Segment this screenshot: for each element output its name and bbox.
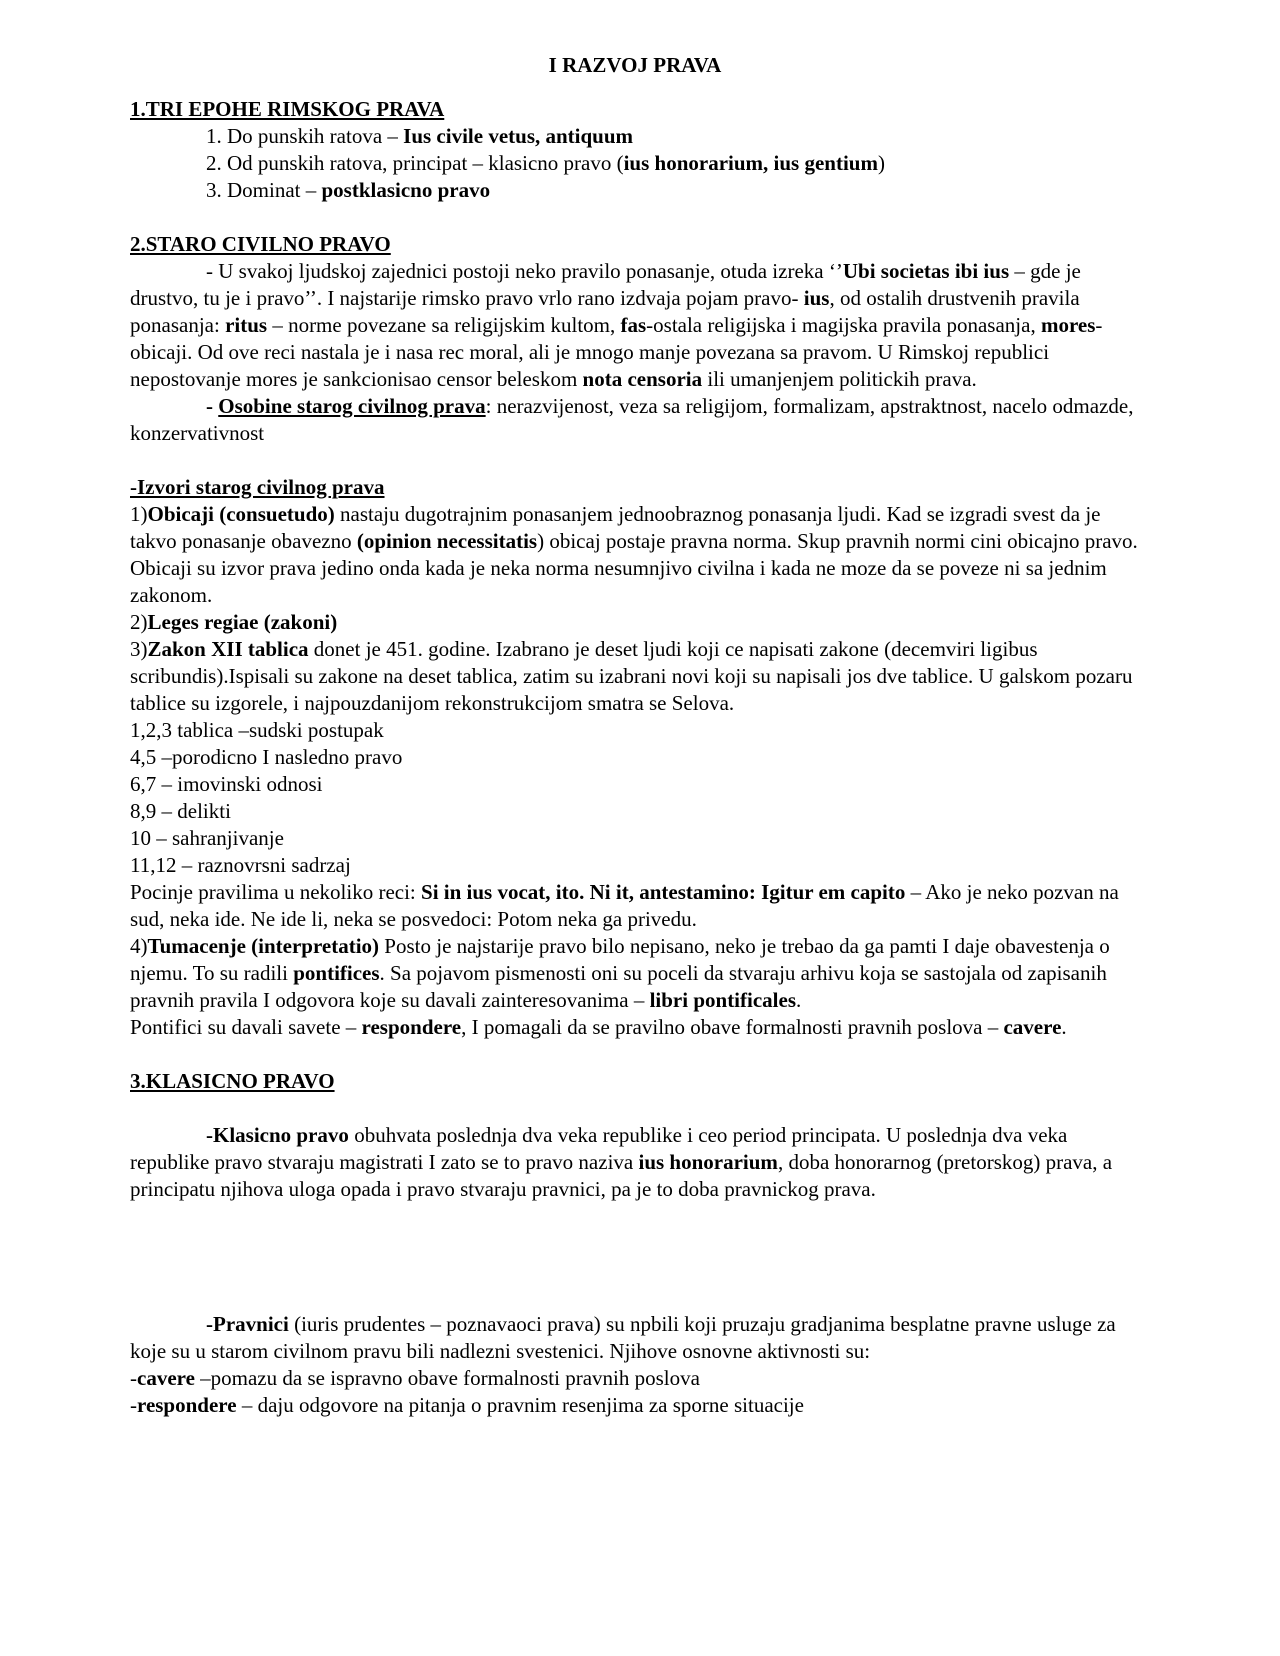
list-item: 11,12 – raznovrsni sadrzaj [130,853,351,877]
list-item: 1,2,3 tablica –sudski postupak [130,718,384,742]
paragraph: 3)Zakon XII tablica donet je 451. godine. Izabrano je deset ljudi koji ce napisati zakone (decemviri ligibus scribundis).Ispisali su zakone na deset tablica, zatim su izabrani novi koji su napisali jos dve tablice. U galskom pozaru tablice su izgorele, i najpouzdanijom rekonstrukcijom smatra se Selova. [130,637,1133,715]
list-item: 8,9 – delikti [130,799,231,823]
list-item: 4,5 –porodicno I nasledno pravo [130,745,403,769]
paragraph: 2)Leges regiae (zakoni) [130,610,338,634]
document-body [130,52,1140,1419]
list-item: 2. Od punskih ratova, principat – klasicno pravo (ius honorarium, ius gentium) [206,151,885,175]
paragraph: -Klasicno pravo obuhvata poslednja dva veka republike i ceo period principata. U poslednja dva veka republike pravo stvaraju magistrati I zato se to pravo naziva ius honorarium, doba honorarnog (pretorskog) prava, a principatu njihova uloga opada i pravo stvaraju pravnici, pa je to doba pravnickog prava. [130,1123,1113,1201]
list-item: 10 – sahranjivanje [130,826,284,850]
list-item: 6,7 – imovinski odnosi [130,772,323,796]
paragraph: Pontifici su davali savete – respondere, I pomagali da se pravilno obave formalnosti pravnih poslova – cavere. [130,1015,1067,1039]
list-item: 3. Dominat – postklasicno pravo [206,178,491,202]
paragraph: - U svakoj ljudskoj zajednici postoji neko pravilo ponasanje, otuda izreka ‘’Ubi societas ibi ius – gde je drustvo, tu je i pravo’’. I najstarije rimsko pravo vrlo rano izdvaja pojam pravo- ius, od ostalih drustvenih pravila ponasanja: ritus – norme povezane sa religijskim kultom, fas-ostala religijska i magijska pravila ponasanja, mores-obicaji. Od ove reci nastala je i nasa rec moral, ali je mnogo manje povezana sa pravom. U Rimskoj republici nepostovanje mores je sankcionisao censor beleskom nota censoria ili umanjenjem politickih prava. [130,259,1103,391]
paragraph: Pocinje pravilima u nekoliko reci: Si in ius vocat, ito. Ni it, antestamino: Igitur em capito – Ako je neko pozvan na sud, neka ide. Ne ide li, neka se posvedoci: Potom neka ga privedu. [130,880,1119,931]
list-item: -cavere –pomazu da se ispravno obave formalnosti pravnih poslova [130,1366,700,1390]
paragraph: - Osobine starog civilnog prava: nerazvijenost, veza sa religijom, formalizam, apstraktnost, nacelo odmazde, konzervativnost [130,394,1134,445]
list-item: 1. Do punskih ratova – Ius civile vetus, antiquum [206,124,634,148]
section-heading-klasicno: 3.KLASICNO PRAVO [130,1069,335,1093]
paragraph: 1)Obicaji (consuetudo) nastaju dugotrajnim ponasanjem jednoobraznog ponasanja ljudi. Kad se izgradi svest da je takvo ponasanje obavezno (opinion necessitatis) obicaj postaje pravna norma. Skup pravnih normi cini obicajno pravo. Obicaji su izvor prava jedino onda kada je neka norma nesumnjivo civilna i kada ne moze da se poveze ni sa jednim zakonom. [130,502,1138,607]
section-heading-tri-epohe: 1.TRI EPOHE RIMSKOG PRAVA [130,97,445,121]
page-title: I RAZVOJ PRAVA [548,53,722,77]
list-item: -respondere – daju odgovore na pitanja o pravnim resenjima za sporne situacije [130,1393,804,1417]
paragraph: -Pravnici (iuris prudentes – poznavaoci prava) su npbili koji pruzaju gradjanima besplatne pravne usluge za koje su u starom civilnom pravu bili nadlezni svestenici. Njihove osnovne aktivnosti su: [130,1312,1116,1363]
paragraph: 4)Tumacenje (interpretatio) Posto je najstarije pravo bilo nepisano, neko je trebao da ga pamti I daje obavestenja o njemu. To su radili pontifices. Sa pojavom pismenosti oni su poceli da stvaraju arhivu koja se sastojala od zapisanih pravnih pravila I odgovora koje su davali zainteresovanima – libri pontificales. [130,934,1110,1012]
subsection-heading-izvori: -Izvori starog civilnog prava [130,475,385,499]
section-heading-staro-civilno: 2.STARO CIVILNO PRAVO [130,232,391,256]
